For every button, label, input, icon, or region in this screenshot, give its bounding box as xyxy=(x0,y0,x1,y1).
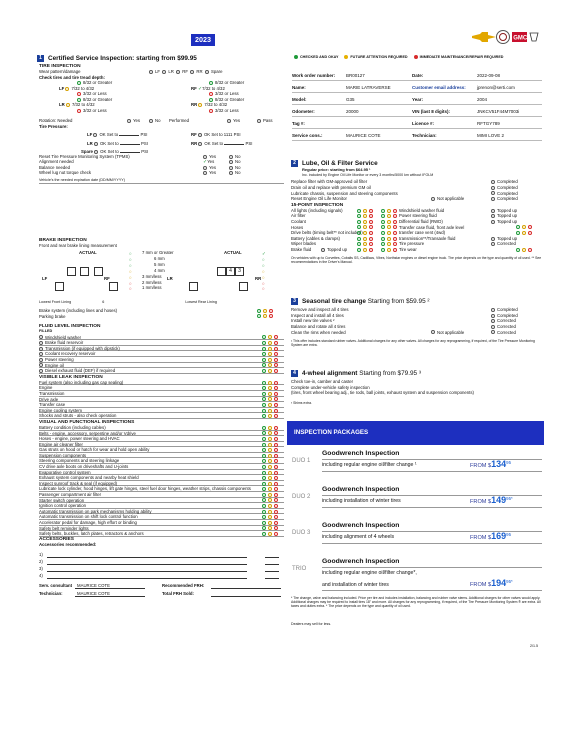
visual-item: Inspect sunroof track & seal (if equipped) xyxy=(39,481,284,487)
point-item: Tire wear xyxy=(381,247,417,253)
fluid-item: Coolant recovery reservoir xyxy=(39,351,284,357)
brake-fluid-topped: Topped up xyxy=(321,247,347,253)
status-legend: CHECKED AND OKAY FUTURE ATTENTION REQUIRED IMMEDIATE MAINTENANCE/REPAIR REQUIRED xyxy=(294,55,503,59)
visual-item: Belts - engine, accessory, serpentine and/or Vdrive xyxy=(39,431,284,437)
package-card[interactable] xyxy=(290,484,544,520)
visual-item: Evaporative control system xyxy=(39,470,284,476)
leak-item: Engine cooling system xyxy=(39,408,284,414)
package-desc-2: and installation of winter tires xyxy=(322,582,389,588)
info-value: JNKCV51F44M7003i xyxy=(477,109,520,114)
info-row: Model: G35 Year: 2004 xyxy=(292,93,542,105)
visual-item: Automatic transmission on shift lock control function xyxy=(39,514,284,520)
tread-depth-grid: 8/32 or Greater LF 7/32 to 4/32 3/32 or Less 8/32 or Greater LR 7/32 to 4/32 3/32 or Less 8/32 or Greater RF ✓7/32 to 4/32 3/32 or Less 8/32 or Greater RR 7/32 to 4/32 3/32 or Less xyxy=(59,80,245,113)
visual-item: Lubricate lock cylinder, hood hinges, lift gate hinges, steel fuel door hinges, weather strips, chassis components xyxy=(39,486,284,492)
package-desc: including regular engine oil/filter change*, xyxy=(322,570,417,576)
visual-item: Safety belts, buckles, latch plates, retractors & anchors xyxy=(39,531,284,537)
visual-item: Accelerator pedal for damage, high effort or binding xyxy=(39,520,284,526)
status-indicators[interactable] xyxy=(262,368,280,374)
status-circle-icon[interactable] xyxy=(39,369,43,373)
visual-list xyxy=(39,425,284,537)
point-item: Wiper blades xyxy=(291,241,317,247)
point-item: transfer case vent (4wd) xyxy=(381,230,445,236)
tire-change-item: Clean the rims when needed Not applicable Corrected xyxy=(291,329,516,335)
legend-yellow-icon xyxy=(344,55,348,59)
lube-item: Reset Engine Oil Life Monitor Not applicable Completed xyxy=(291,196,518,202)
point-item: All lights (including signals) xyxy=(291,207,343,213)
package-title: Goodwrench Inspection xyxy=(322,486,542,496)
section-2-title: 2 Lube, Oil & Filter Service xyxy=(291,160,543,167)
lube-item: Lubricate chassis, suspension and steering components Completed xyxy=(291,190,518,196)
leak-item: Shocks and struts - also check operation xyxy=(39,413,284,419)
section-4-title: 4 4-wheel alignment Starting from $79.95 ³ xyxy=(291,370,543,377)
fluid-item: Engine oil xyxy=(39,363,284,369)
page-number: 2/1.5 xyxy=(530,644,538,648)
info-row: Tag #: Licence #: RFTGY789 xyxy=(292,117,542,129)
brake-box-1[interactable] xyxy=(67,267,76,276)
section-3-title: 3 Seasonal tire change Starting from $59.95 ² xyxy=(291,298,543,305)
package-price: FROM $\$194^{95*}$ xyxy=(470,578,513,588)
package-price: FROM $\$169^{95}$ xyxy=(470,531,512,541)
point-item: Windshield washer fluid xyxy=(381,208,444,214)
info-value: G35 xyxy=(346,97,355,102)
info-value: jprenon@serti.com xyxy=(477,85,515,90)
leak-item: Transmission xyxy=(39,391,284,397)
package-card[interactable] xyxy=(290,520,544,556)
info-value: 20000 xyxy=(346,109,359,114)
info-row: Odometer: 20000 VIN (last 8 digits): JNKCV51F44M7003i xyxy=(292,105,542,117)
fluid-item: Windshield washer xyxy=(39,335,284,341)
visual-item: Engine air cleaner filter xyxy=(39,442,284,448)
point-item: Hoses xyxy=(291,224,304,230)
fluid-item: Transmission (if equipped with dipstick) xyxy=(39,346,284,352)
section-2: 2 Lube, Oil & Filter Service Regular price: starting from $64.95 ¹ Inc. included by Engine Oil Life Monitor or every 3 months/5000 km without IFOLM Replace filter with GM-approved oil filter Completed Drain oil and replace with premium GM oil Completed Lubricate chassis, suspension and steering components Completed Reset Engine Oil Life Monitor Not applicable Completed 15-POINT INSPECTION All lights (including signals) Windshield washer fluid Topped up Air filter Power steering fluid Topped up Coolant Differential fluid (RWD) Topped up Hoses Transfer case fluid, front axle level Drive belts (timing belt** not included) transfer case vent (4wd) Battery (cables & clamps) transmission**/Transaxle fluid Topped up Wiper blades Tire pressure Corrected Brake fluid Tire wear Topped up On vehicles with up to Corvettes, Cobalts SS, Cadillacs, Vibes, Northstar engines or diesel engine truck. The price depends on the type and quantity of oil used. ** See recommendations in the Driver's Manual. xyxy=(291,160,542,264)
dealer-note: Dealers may sell for less. xyxy=(291,622,332,626)
section-1-title: 1 Certified Service Inspection: starting from $99.95 xyxy=(37,55,197,62)
visual-item: Passenger compartment air filter xyxy=(39,492,284,498)
package-desc: including installation of winter tires xyxy=(322,498,401,504)
accessories-lines: 1) 2) 3) 4) xyxy=(39,547,284,579)
point-item: Coolant xyxy=(291,218,306,224)
info-row: Work order number: BR00127 Date: 2022-09-08 xyxy=(292,69,542,81)
info-value: MAURICE COTE xyxy=(346,133,381,138)
package-desc: including alignment of 4 wheels xyxy=(322,534,395,540)
visual-item: Starter switch operation xyxy=(39,498,284,504)
fluid-leak-visual-lists: FLUID LEVEL INSPECTION FILLED Windshield washer Brake fluid reservoir Transmission (if equipped with dipstick) Coolant recovery reservoir Power steering Engine oil Diesel exhaust fluid (DEF) if required VISIBLE LEAK INSPECTION Fuel system (also including gas cap sealing) Engine Transmission Drive axle Transfer case Engine cooling system Shocks and struts - also check operation VISUAL AND FUNCTIONAL INSPECTIONS Battery condition (including cables) Belts - engine, accessory, serpentine and/or Vdrive Hoses - engine, power steering and HVAC Engine air cleaner filter Gas struts on hood or hatch for wear and hold open ability Suspension components Steering components and steering linkage CV drive axle boots on driveshafts and U-joints Evaporative control system Exhaust system components and nearby heat shield Inspect sunroof track & seal (if equipped) Lubricate lock cylinder, hood hinges, lift gate hinges, steel fuel door hinges, weather strips, chassis components Passenger compartment air filter Starter switch operation Ignition control operation Automatic transmission on park mechanisms holding ability Automatic transmission on shift lock control function Accelerator pedal for damage, high effort or binding Safety belt reminder lights Safety belts, buckles, latch plates, retractors & anchors ACCESSORIES Accessories recommended: 1) 2) 3) 4) Serv. consultant MAURICE COTE Recommended FRH: Technician: MAURICE COTE Total FRH Sold: xyxy=(39,324,284,597)
package-price: FROM $\$149^{95*}$ xyxy=(470,495,513,505)
lube-item: Replace filter with GM-approved oil filter Completed xyxy=(291,179,518,185)
fluid-item: Brake fluid reservoir xyxy=(39,340,284,346)
tire-pressure-grid: LF OK Set to PSI LR OK Set to PSI RF OK Set to 1111 PSI RR OK Set to PSI Spare OK Set to PSI xyxy=(81,131,253,154)
point-status: Topped up xyxy=(491,236,517,242)
status-circle-icon[interactable] xyxy=(39,352,43,356)
info-value: 2004 xyxy=(477,97,488,102)
point-item: transmission**/Transaxle fluid xyxy=(381,236,455,242)
package-name: DUO 3 xyxy=(292,530,311,536)
visual-item: CV drive axle boots on driveshafts and U-joints xyxy=(39,464,284,470)
tire-change-item: Remove and inspect all 4 tires Completed xyxy=(291,307,518,313)
visual-item: Suspension components xyxy=(39,453,284,459)
leak-item: Fuel system (also including gas cap sealing) xyxy=(39,380,284,386)
tire-inspection: TIRE INSPECTION Wear pattern/damage LF LR RF RR Spare Check tires and tire tread depth: 8/32 or Greater LF 7/32 to 4/32 3/32 or Less 8/32 or Greater LR 7/32 to 4/32 3/32 or Less 8/32 or Greater RF ✓7/32 to 4/32 3/32 or Less 8/32 or Greater RR 7/32 to 4/32 3/32 or Less Rotation: Needed Yes No Performed Yes Pass Tire Pressure: LF OK Set to PSI LR OK Set to PSI RF OK Set to 1111 PSI RR OK Set to PSI Spare OK Set to PSI Reset Tire Pressure Monitoring System (TPMS) Alignment needed Balance needed Wheel lug nut torque check Yes ✓Yes Yes Yes No No No No Vehicle's the needed expiration date (DD/MM/YYYY) xyxy=(39,64,284,184)
package-title: Goodwrench Inspection xyxy=(322,522,542,532)
point-item: Battery (cables & clamps) xyxy=(291,235,340,241)
package-title: Goodwrench Inspection xyxy=(322,450,542,460)
package-card[interactable] xyxy=(290,448,544,484)
tire-change-item: Balance and rotate all 4 tires Corrected xyxy=(291,323,516,329)
status-indicators[interactable] xyxy=(262,413,280,419)
point-item: Drive belts (timing belt** not included) xyxy=(291,230,363,236)
visual-item: Steering components and steering linkage xyxy=(39,458,284,464)
packages-fine-print: * Tire change, valve and balancing included. Price per tire and includes installation, balancing and rubber valve stems. Additional charges for other valves would apply. Additional charges may be required to install tires 18" and more. All charges for any reprogramming, if required, of the Tire Pressure Monitoring System ® are extra. All taxes and duties extra. * The price depends on the type and quantity of oil used. xyxy=(291,596,541,609)
visual-item: Automatic transmission on park mechanisms holding ability xyxy=(39,509,284,515)
status-indicators[interactable] xyxy=(516,230,534,236)
tire-inspection-title: TIRE INSPECTION xyxy=(39,64,81,69)
visual-item: Battery condition (including cables) xyxy=(39,425,284,431)
lube-item: Drain oil and replace with premium GM oil Completed xyxy=(291,184,518,190)
info-value: MARIE LATRAVERSE xyxy=(346,85,391,90)
leak-list xyxy=(39,380,284,419)
point-status: Corrected xyxy=(491,241,516,247)
tpms-list: Reset Tire Pressure Monitoring System (TPMS) Alignment needed Balance needed Wheel lug nut torque check Yes ✓Yes Yes Yes No No No No xyxy=(39,153,241,176)
section-4: 4 4-wheel alignment Starting from $79.95 ³ Check toe-in, camber and caster Complete under-vehicle safety inspection (tires, front wheel bearing adj., tie rods, ball joints, exhaust system and suspension components) ³ Shims extra. xyxy=(291,370,543,407)
info-value: RFTGY789 xyxy=(477,121,500,126)
leak-item: Drive axle xyxy=(39,397,284,403)
package-name: TRIO xyxy=(292,566,307,572)
visual-item: Ignition control operation xyxy=(39,503,284,509)
point-status: Topped up xyxy=(491,213,517,219)
status-indicators[interactable] xyxy=(516,247,534,253)
package-name: DUO 1 xyxy=(292,458,311,464)
point-item: Brake fluid xyxy=(291,246,312,252)
visual-item: Exhaust system components and nearby heat shield xyxy=(39,475,284,481)
brake-inspection: BRAKE INSPECTION Front and rear brake lining measurement ACTUAL ACTUAL 4 3 7 mm or Greater 6 mm 5 mm 4 mm 3 mm/less 2 mm/less 1 mm/less ○ ○ ○ ○ ○ ○ ○ ✓ ○ ○ ○ ○ ○ ○ LF RF LR RR Lowest Front Lining 6 Lowest Rear Lining Brake system (including lines and hoses) Parking brake xyxy=(39,238,284,322)
info-row: Service cons.: MAURICE COTE Technician: MIMI LOVE 2 xyxy=(292,129,542,141)
info-row: Name: MARIE LATRAVERSE Customer email address: jprenon@serti.com xyxy=(292,81,542,93)
package-card[interactable] xyxy=(290,556,544,592)
legend-red-icon xyxy=(414,55,418,59)
point-item: Tire pressure xyxy=(381,241,424,247)
point-item: Power steering fluid xyxy=(381,213,437,219)
point-status: Topped up xyxy=(491,219,517,225)
tire-change-item: Install new tire valves ² Corrected xyxy=(291,318,516,324)
gm-brand-logos xyxy=(470,28,540,46)
fluid-item: Diesel exhaust fluid (DEF) if required xyxy=(39,368,284,374)
point-item: Transfer case fluid, front axle level xyxy=(381,225,464,231)
status-indicators[interactable] xyxy=(357,247,375,253)
info-value: MIMI LOVE 2 xyxy=(477,133,505,138)
tire-change-item: Inspect and install all 4 tires Completed xyxy=(291,312,518,318)
visual-item: Hoses - engine, power steering and HVAC xyxy=(39,436,284,442)
brand-logos-icon xyxy=(470,28,540,46)
visual-item: Gas struts on hood or hatch for wear and hold open ability xyxy=(39,447,284,453)
status-circle-icon[interactable] xyxy=(39,335,43,339)
fluid-list xyxy=(39,335,284,374)
status-indicators[interactable] xyxy=(262,531,280,537)
point-item: Air filter xyxy=(291,213,306,219)
package-price: FROM $\$134^{95}$ xyxy=(470,459,512,469)
point-item: Differential fluid (RWD) xyxy=(381,219,443,225)
section-1-number: 1 xyxy=(37,55,44,62)
status-circle-icon[interactable] xyxy=(39,358,43,362)
fluid-item: Power steering xyxy=(39,357,284,363)
section-3: 3 Seasonal tire change Starting from $59.95 ² Remove and inspect all 4 tires Completed Inspect and install all 4 tires Completed Install new tire valves ² Corrected Balance and rotate all 4 tires Corrected Clean the rims when needed Not applicable Corrected ² This offer includes standard rubber valves. Additional charges for any other valves. All charges for any reprogramming, if required, of the Tire Pressure Monitoring System are extra. xyxy=(291,298,543,348)
info-value: BR00127 xyxy=(346,73,365,78)
svg-text:GMC: GMC xyxy=(513,35,528,42)
point-status: Topped up xyxy=(491,208,517,214)
leak-item: Transfer case xyxy=(39,402,284,408)
info-value: 2022-09-08 xyxy=(477,73,501,78)
package-name: DUO 2 xyxy=(292,494,311,500)
status-circle-icon[interactable] xyxy=(39,347,43,351)
package-title: Goodwrench Inspection xyxy=(322,558,542,568)
status-circle-icon[interactable] xyxy=(39,363,43,367)
package-desc: including regular engine oil/filter change ¹ xyxy=(322,462,417,468)
visual-item: Safety belt reminder lights xyxy=(39,526,284,532)
status-circle-icon[interactable] xyxy=(39,341,43,345)
leak-item: Engine xyxy=(39,385,284,391)
year-badge: 2023 xyxy=(191,34,215,46)
customer-info-table xyxy=(292,69,542,141)
packages-header: INSPECTION PACKAGES xyxy=(287,421,544,445)
signature-rows: Serv. consultant MAURICE COTE Recommended FRH: Technician: MAURICE COTE Total FRH Sold: xyxy=(39,581,284,597)
legend-green-icon xyxy=(294,55,298,59)
packages-list xyxy=(290,448,544,592)
